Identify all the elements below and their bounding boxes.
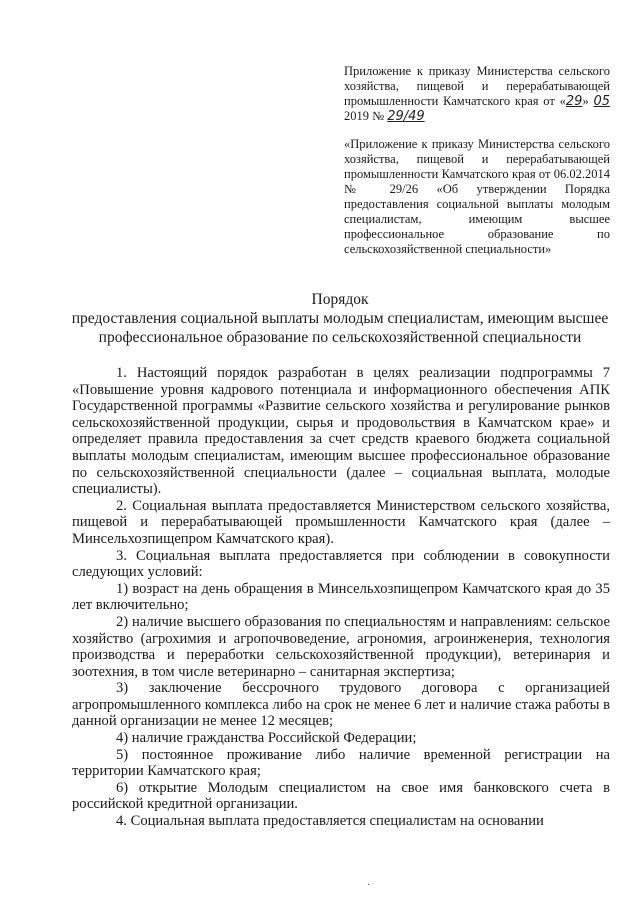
condition-1: 1) возраст на день обращения в Минсельхозпищепром Камчатского края до 35 лет включительно; [72,580,610,614]
appendix-block-current [344,64,610,124]
paragraph-4: 4. Социальная выплата предоставляется специалистам на основании [116,813,544,830]
appendix-header [344,64,610,257]
paragraph-3: 3. Социальная выплата предоставляется при соблюдении в совокупности следующих условий: [72,547,610,581]
appendix-text: Приложение к приказу Министерства сельского хозяйства, пищевой и перерабатывающей промышленности Камчатского края от [344,64,610,108]
date-open-quote: « [559,94,566,108]
appendix-block-original: «Приложение к приказу Министерства сельского хозяйства, пищевой и перерабатывающей промышленности Камчатского края от 06.02.2014 № 29/26 «Об утверждении Порядка предоставления социальной выплаты молодым специалистам, имеющим высшее профессиональное образование по сельскохозяйственной специальности» [344,137,610,256]
paragraph-2: 2. Социальная выплата предоставляется Министерством сельского хозяйства, пищевой и перерабатывающей промышленности Камчатского края (далее – Минсельхозпищепром Камчатского края). [72,497,610,547]
date-year: 2019 № [344,109,385,123]
condition-4: 4) наличие гражданства Российской Федерации; [116,730,417,747]
title-heading: Порядок [311,291,369,308]
page-mark: · [367,880,371,891]
handwritten-order-number: 29/49 [387,109,425,124]
condition-2: 2) наличие высшего образования по специальностям и направлениям: сельское хозяйство (агрохимия и агропочвоведение, агрономия, агроинженерия, технология производства и переработки сельскохозяйственной продукции), ветеринария и зоотехния, в том числе ветеринарно – санитарная экспертиза; [72,613,610,680]
condition-3: 3) заключение бессрочного трудового договора с организацией агропромышленного комплекса либо на срок не менее 6 лет и наличие стажа работы в данной организации не менее 12 месяцев; [72,680,610,730]
condition-6: 6) открытие Молодым специалистом на свое имя банковского счета в российской кредитной организации. [72,779,610,813]
document-title [60,290,620,347]
handwritten-day: 29 [565,94,583,109]
handwritten-month: 05 [593,94,611,109]
title-subheading: предоставления социальной выплаты молодым специалистам, имеющим высшее профессиональное образование по сельскохозяйственной специальности [71,310,609,346]
paragraph-1: 1. Настоящий порядок разработан в целях реализации подпрограммы 7 «Повышение уровня кадрового потенциала и информационного обеспечения АПК Государственной программы «Развитие сельского хозяйства и регулирование рынков сельскохозяйственной продукции, сырья и продовольствия в Камчатском крае» и определяет правила предоставления за счет средств краевого бюджета социальной выплаты молодым специалистам, имеющим высшее профессиональное образование по сельскохозяйственной специальности (далее – социальная выплата, молодые специалисты). [72,365,610,498]
date-close-quote: » [582,94,589,108]
document-body [72,365,610,830]
condition-5: 5) постоянное проживание либо наличие временной регистрации на территории Камчатского края; [72,746,610,780]
